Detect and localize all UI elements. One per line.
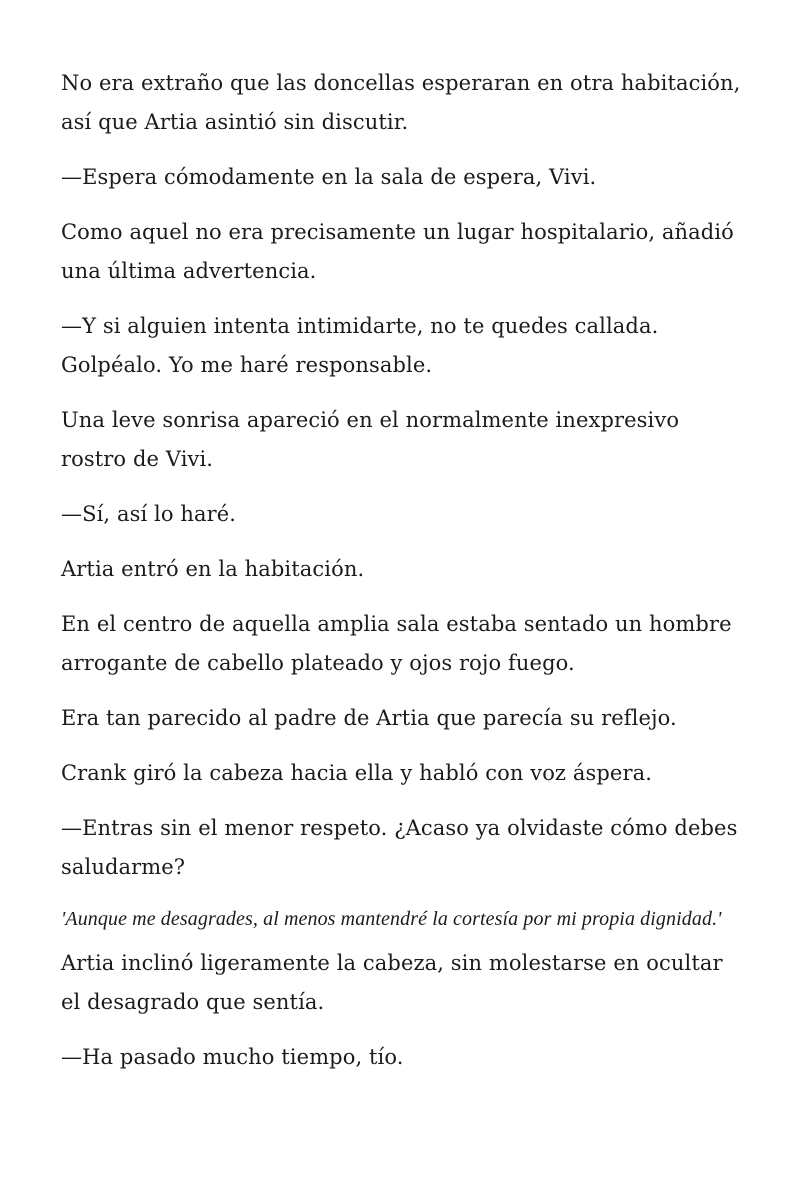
- paragraph: Como aquel no era precisamente un lugar hospitalario, añadió una última advertencia.: [61, 220, 734, 283]
- paragraph: Crank giró la cabeza hacia ella y habló con voz áspera.: [61, 761, 652, 785]
- dialogue-line: —Espera cómodamente en la sala de espera, Vivi.: [61, 165, 597, 189]
- paragraph: En el centro de aquella amplia sala estaba sentado un hombre arrogante de cabello plateado y ojos rojo fuego.: [61, 612, 732, 675]
- paragraph: Artia entró en la habitación.: [61, 557, 365, 581]
- dialogue-line: —Sí, así lo haré.: [61, 502, 237, 526]
- paragraph: Una leve sonrisa apareció en el normalmente inexpresivo rostro de Vivi.: [61, 408, 680, 471]
- paragraph: Artia inclinó ligeramente la cabeza, sin molestarse en ocultar el desagrado que sentía.: [61, 951, 723, 1014]
- dialogue-line: —Ha pasado mucho tiempo, tío.: [61, 1045, 404, 1069]
- inner-thought: 'Aunque me desagrades, al menos mantendré la cortesía por mi propia dignidad.': [61, 908, 722, 930]
- dialogue-line: —Entras sin el menor respeto. ¿Acaso ya olvidaste cómo debes saludarme?: [61, 816, 738, 879]
- paragraph: Era tan parecido al padre de Artia que parecía su reflejo.: [61, 706, 677, 730]
- dialogue-line: —Y si alguien intenta intimidarte, no te quedes callada. Golpéalo. Yo me haré responsable.: [61, 314, 659, 377]
- paragraph: No era extraño que las doncellas esperaran en otra habitación, así que Artia asintió sin discutir.: [61, 71, 741, 134]
- text-column: [61, 64, 741, 1093]
